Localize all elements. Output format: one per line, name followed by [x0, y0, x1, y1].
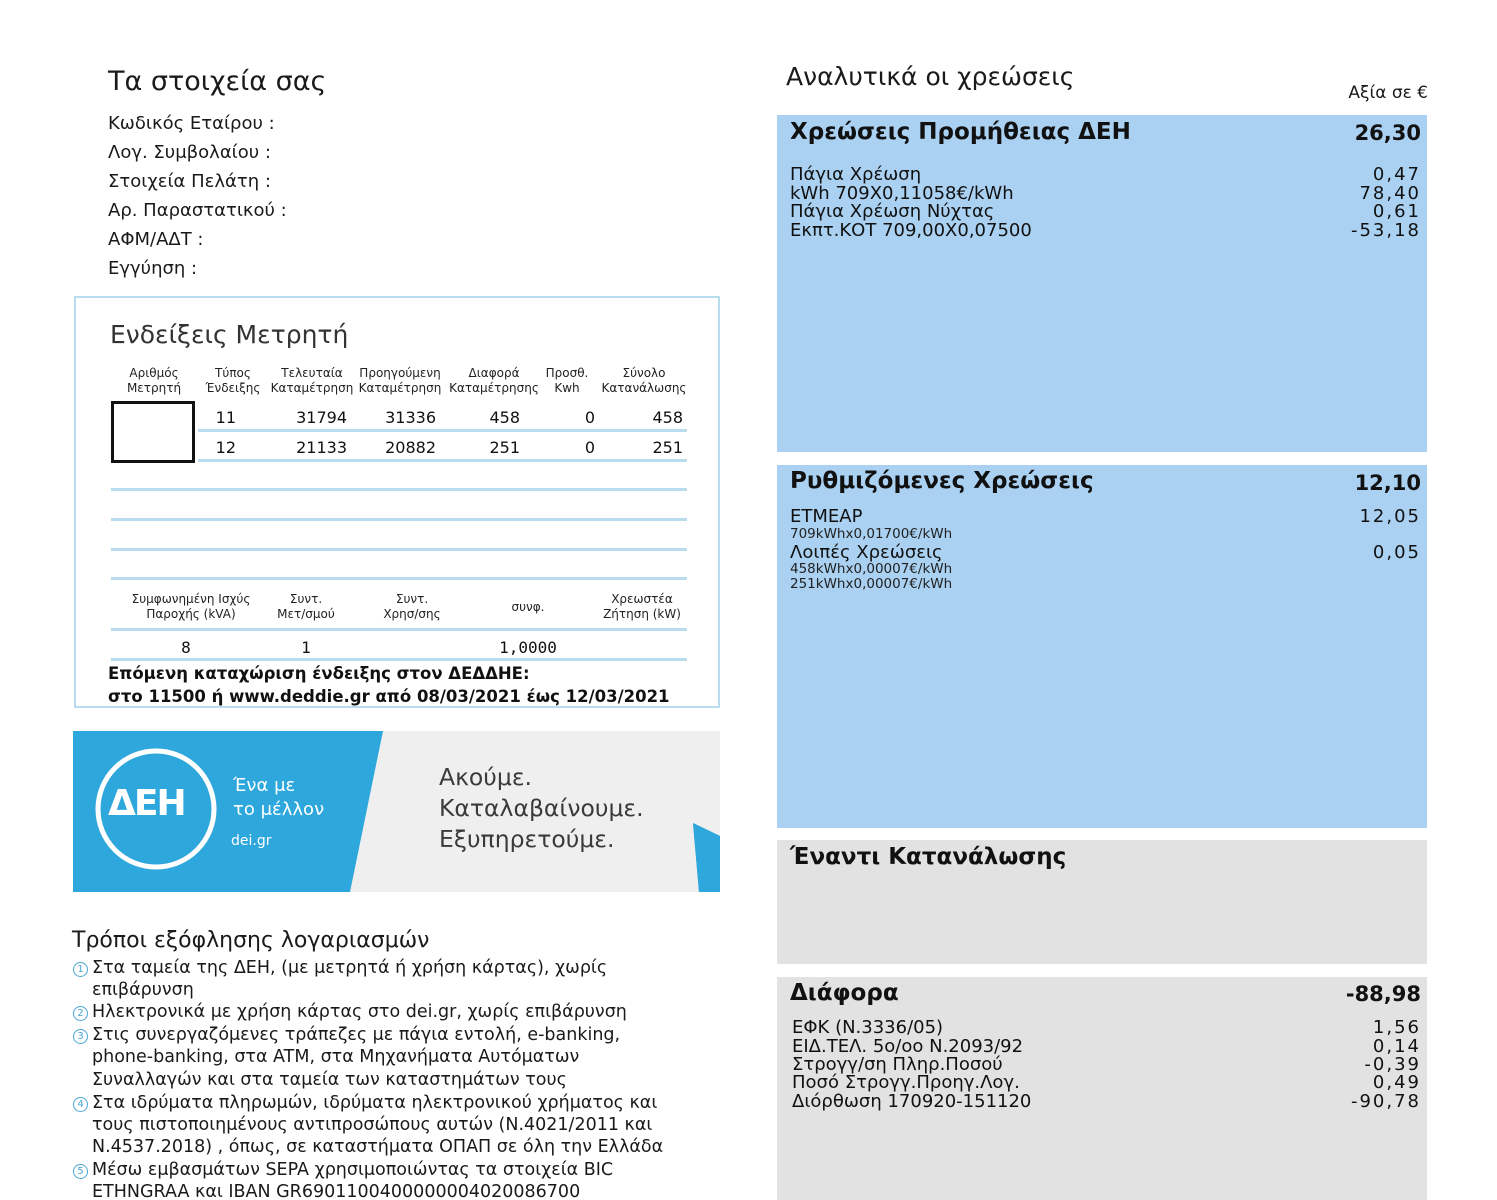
advance-consumption-title: Έναντι Κατανάλωσης — [790, 844, 1067, 870]
regulated-charges-total: 12,10 — [1354, 471, 1421, 495]
dei-logo — [105, 779, 205, 839]
charge-detail: 709kWhx0,01700€/kWh — [790, 526, 953, 542]
header-power-factor: συνφ. — [511, 600, 545, 614]
header-contracted-power: Συμφωνημένη Ισχύς Παροχής (kVA) — [131, 592, 251, 621]
customer-title: Τα στοιχεία σας — [108, 66, 327, 97]
dei-banner — [73, 731, 720, 892]
reading-type: 12 — [215, 438, 236, 457]
value-currency-label: Αξία σε € — [1348, 83, 1428, 103]
meter-title: Ενδείξεις Μετρητή — [110, 320, 349, 349]
charge-value: 0,14 — [1372, 1036, 1421, 1057]
payment-line: Συναλλαγών και στα ταμεία των καταστημάτων τους — [92, 1070, 567, 1090]
supply-charges-title: Χρεώσεις Προμήθειας ΔΕΗ — [790, 119, 1131, 145]
charge-label: Εκπτ.ΚΟΤ 709,00X0,07500 — [790, 220, 1032, 241]
charge-detail: 458kWhx0,00007€/kWh — [790, 561, 953, 577]
charge-value: -90,78 — [1350, 1091, 1421, 1112]
charge-value: 12,05 — [1359, 506, 1421, 527]
charge-label: Στρογγ/ση Πληρ.Ποσού — [792, 1054, 1003, 1075]
contracted-power-value: 8 — [181, 638, 191, 657]
row-divider — [198, 459, 687, 462]
slogan-line-2: Καταλαβαίνουμε. — [439, 794, 644, 822]
charge-label: Πάγια Χρέωση — [790, 164, 922, 185]
charge-label: kWh 709X0,11058€/kWh — [790, 183, 1014, 204]
number-1-icon: 1 — [73, 962, 88, 977]
field-tax-id: ΑΦΜ/ΑΔΤ : — [108, 229, 204, 250]
meter-header-type: Τύπος Ένδειξης — [205, 366, 261, 395]
next-reading-line-2: στο 11500 ή www.deddie.gr από 08/03/2021 έως 12/03/2021 — [108, 687, 670, 706]
meter-header-total: Σύνολο Κατανάλωσης — [601, 366, 687, 395]
row-divider — [111, 518, 687, 521]
regulated-charges-panel — [777, 465, 1427, 828]
payment-title: Τρόποι εξόφλησης λογαριασμών — [72, 928, 430, 953]
payment-line: phone-banking, στα ATM, στα Μηχανήματα Αυτόματων — [92, 1047, 580, 1067]
banner-site: dei.gr — [231, 833, 272, 849]
banner-tagline-2: το μέλλον — [233, 799, 325, 820]
meter-header-difference: Διαφορά Καταμέτρησης — [449, 366, 539, 395]
meter-header-additional: Προσθ. Kwh — [545, 366, 589, 395]
row-divider — [111, 548, 687, 551]
additional-kwh: 0 — [584, 408, 595, 427]
slogan-line-1: Ακούμε. — [439, 763, 533, 791]
field-partner-code: Κωδικός Εταίρου : — [108, 113, 275, 134]
number-3-icon: 3 — [73, 1029, 88, 1044]
payment-line: Ν.4537.2018) , όπως, σε καταστήματα ΟΠΑΠ σε όλη την Ελλάδα — [92, 1137, 664, 1157]
charge-value: 0,47 — [1372, 164, 1421, 185]
last-reading: 21133 — [296, 438, 347, 457]
supply-charges-panel — [777, 115, 1427, 452]
supply-charges-total: 26,30 — [1354, 121, 1421, 145]
field-contract-account: Λογ. Συμβολαίου : — [108, 142, 271, 163]
charge-label: Διόρθωση 170920-151120 — [792, 1091, 1032, 1112]
logo-text: ΔΕΗ — [108, 783, 185, 824]
misc-charges-title: Διάφορα — [790, 980, 899, 1006]
advance-consumption-panel — [777, 840, 1427, 964]
payment-line: ETHNGRAA και IBAN GR6901100400000004020086700 — [92, 1182, 581, 1200]
charge-label: ΕΦΚ (Ν.3336/05) — [792, 1017, 944, 1038]
charge-value: -0,39 — [1364, 1054, 1421, 1075]
charge-label: Ποσό Στρογγ.Προηγ.Λογ. — [792, 1072, 1020, 1093]
charge-label: Λοιπές Χρεώσεις — [790, 542, 943, 563]
payment-line: Στις συνεργαζόμενες τράπεζες με πάγια εντολή, e-banking, — [92, 1025, 621, 1045]
field-document-number: Αρ. Παραστατικού : — [108, 200, 287, 221]
row-divider — [111, 628, 687, 631]
header-usage-coefficient: Συντ. Χρησ/σης — [383, 592, 441, 621]
meter-header-previous: Προηγούμενη Καταμέτρηση — [358, 366, 442, 395]
header-chargeable-demand: Χρεωστέα Ζήτηση (kW) — [603, 592, 681, 621]
meter-header-number: Αριθμός Μετρητή — [126, 366, 182, 395]
payment-line: επιβάρυνση — [92, 980, 194, 1000]
header-meter-coefficient: Συντ. Μετ/σμού — [277, 592, 335, 621]
number-5-icon: 5 — [73, 1164, 88, 1179]
row-divider — [198, 429, 687, 432]
meter-id-box — [111, 401, 195, 463]
charge-detail: 251kWhx0,00007€/kWh — [790, 576, 953, 592]
charge-value: 1,56 — [1372, 1017, 1421, 1038]
charge-value: 0,49 — [1372, 1072, 1421, 1093]
slogan-line-3: Εξυπηρετούμε. — [439, 825, 615, 853]
banner-tagline-1: Ένα με — [233, 775, 296, 796]
row-divider — [111, 488, 687, 491]
payment-line: Στα ιδρύματα πληρωμών, ιδρύματα ηλεκτρονικού χρήματος και — [92, 1093, 658, 1113]
regulated-charges-title: Ρυθμιζόμενες Χρεώσεις — [790, 468, 1094, 494]
meter-header-last: Τελευταία Καταμέτρηση — [270, 366, 354, 395]
misc-charges-panel — [777, 977, 1427, 1200]
number-4-icon: 4 — [73, 1097, 88, 1112]
payment-line: Ηλεκτρονικά με χρήση κάρτας στο dei.gr, χωρίς επιβάρυνση — [92, 1002, 627, 1022]
reading-difference: 458 — [489, 408, 520, 427]
charge-label: ΕΙΔ.ΤΕΛ. 5ο/οο Ν.2093/92 — [792, 1036, 1024, 1057]
payment-line: Στα ταμεία της ΔΕΗ, (με μετρητά ή χρήση κάρτας), χωρίς — [92, 958, 608, 978]
charge-value: 0,05 — [1372, 542, 1421, 563]
charges-title: Αναλυτικά οι χρεώσεις — [786, 62, 1075, 91]
meter-readings-box — [74, 296, 720, 708]
total-consumption: 251 — [652, 438, 683, 457]
charge-label: Πάγια Χρέωση Νύχτας — [790, 201, 995, 222]
charge-value: 0,61 — [1372, 201, 1421, 222]
row-divider — [111, 577, 687, 580]
charge-value: -53,18 — [1350, 220, 1421, 241]
total-consumption: 458 — [652, 408, 683, 427]
field-deposit: Εγγύηση : — [108, 258, 198, 279]
reading-type: 11 — [215, 408, 236, 427]
reading-difference: 251 — [489, 438, 520, 457]
last-reading: 31794 — [296, 408, 347, 427]
next-reading-line-1: Επόμενη καταχώριση ένδειξης στον ΔΕΔΔΗΕ: — [108, 664, 530, 683]
additional-kwh: 0 — [584, 438, 595, 457]
previous-reading: 31336 — [385, 408, 436, 427]
charge-value: 78,40 — [1359, 183, 1421, 204]
payment-line: Μέσω εμβασμάτων SEPA χρησιμοποιώντας τα στοιχεία BIC — [92, 1160, 614, 1180]
field-customer-info: Στοιχεία Πελάτη : — [108, 171, 271, 192]
previous-reading: 20882 — [385, 438, 436, 457]
charge-label: ΕΤΜΕΑΡ — [790, 506, 863, 527]
misc-charges-total: -88,98 — [1345, 982, 1421, 1006]
row-divider — [111, 658, 687, 661]
power-factor-value: 1,0000 — [499, 638, 557, 657]
number-2-icon: 2 — [73, 1006, 88, 1021]
payment-line: τους πιστοποιημένους αντιπροσώπους αυτών (Ν.4021/2011 και — [92, 1115, 653, 1135]
meter-coefficient-value: 1 — [301, 638, 311, 657]
